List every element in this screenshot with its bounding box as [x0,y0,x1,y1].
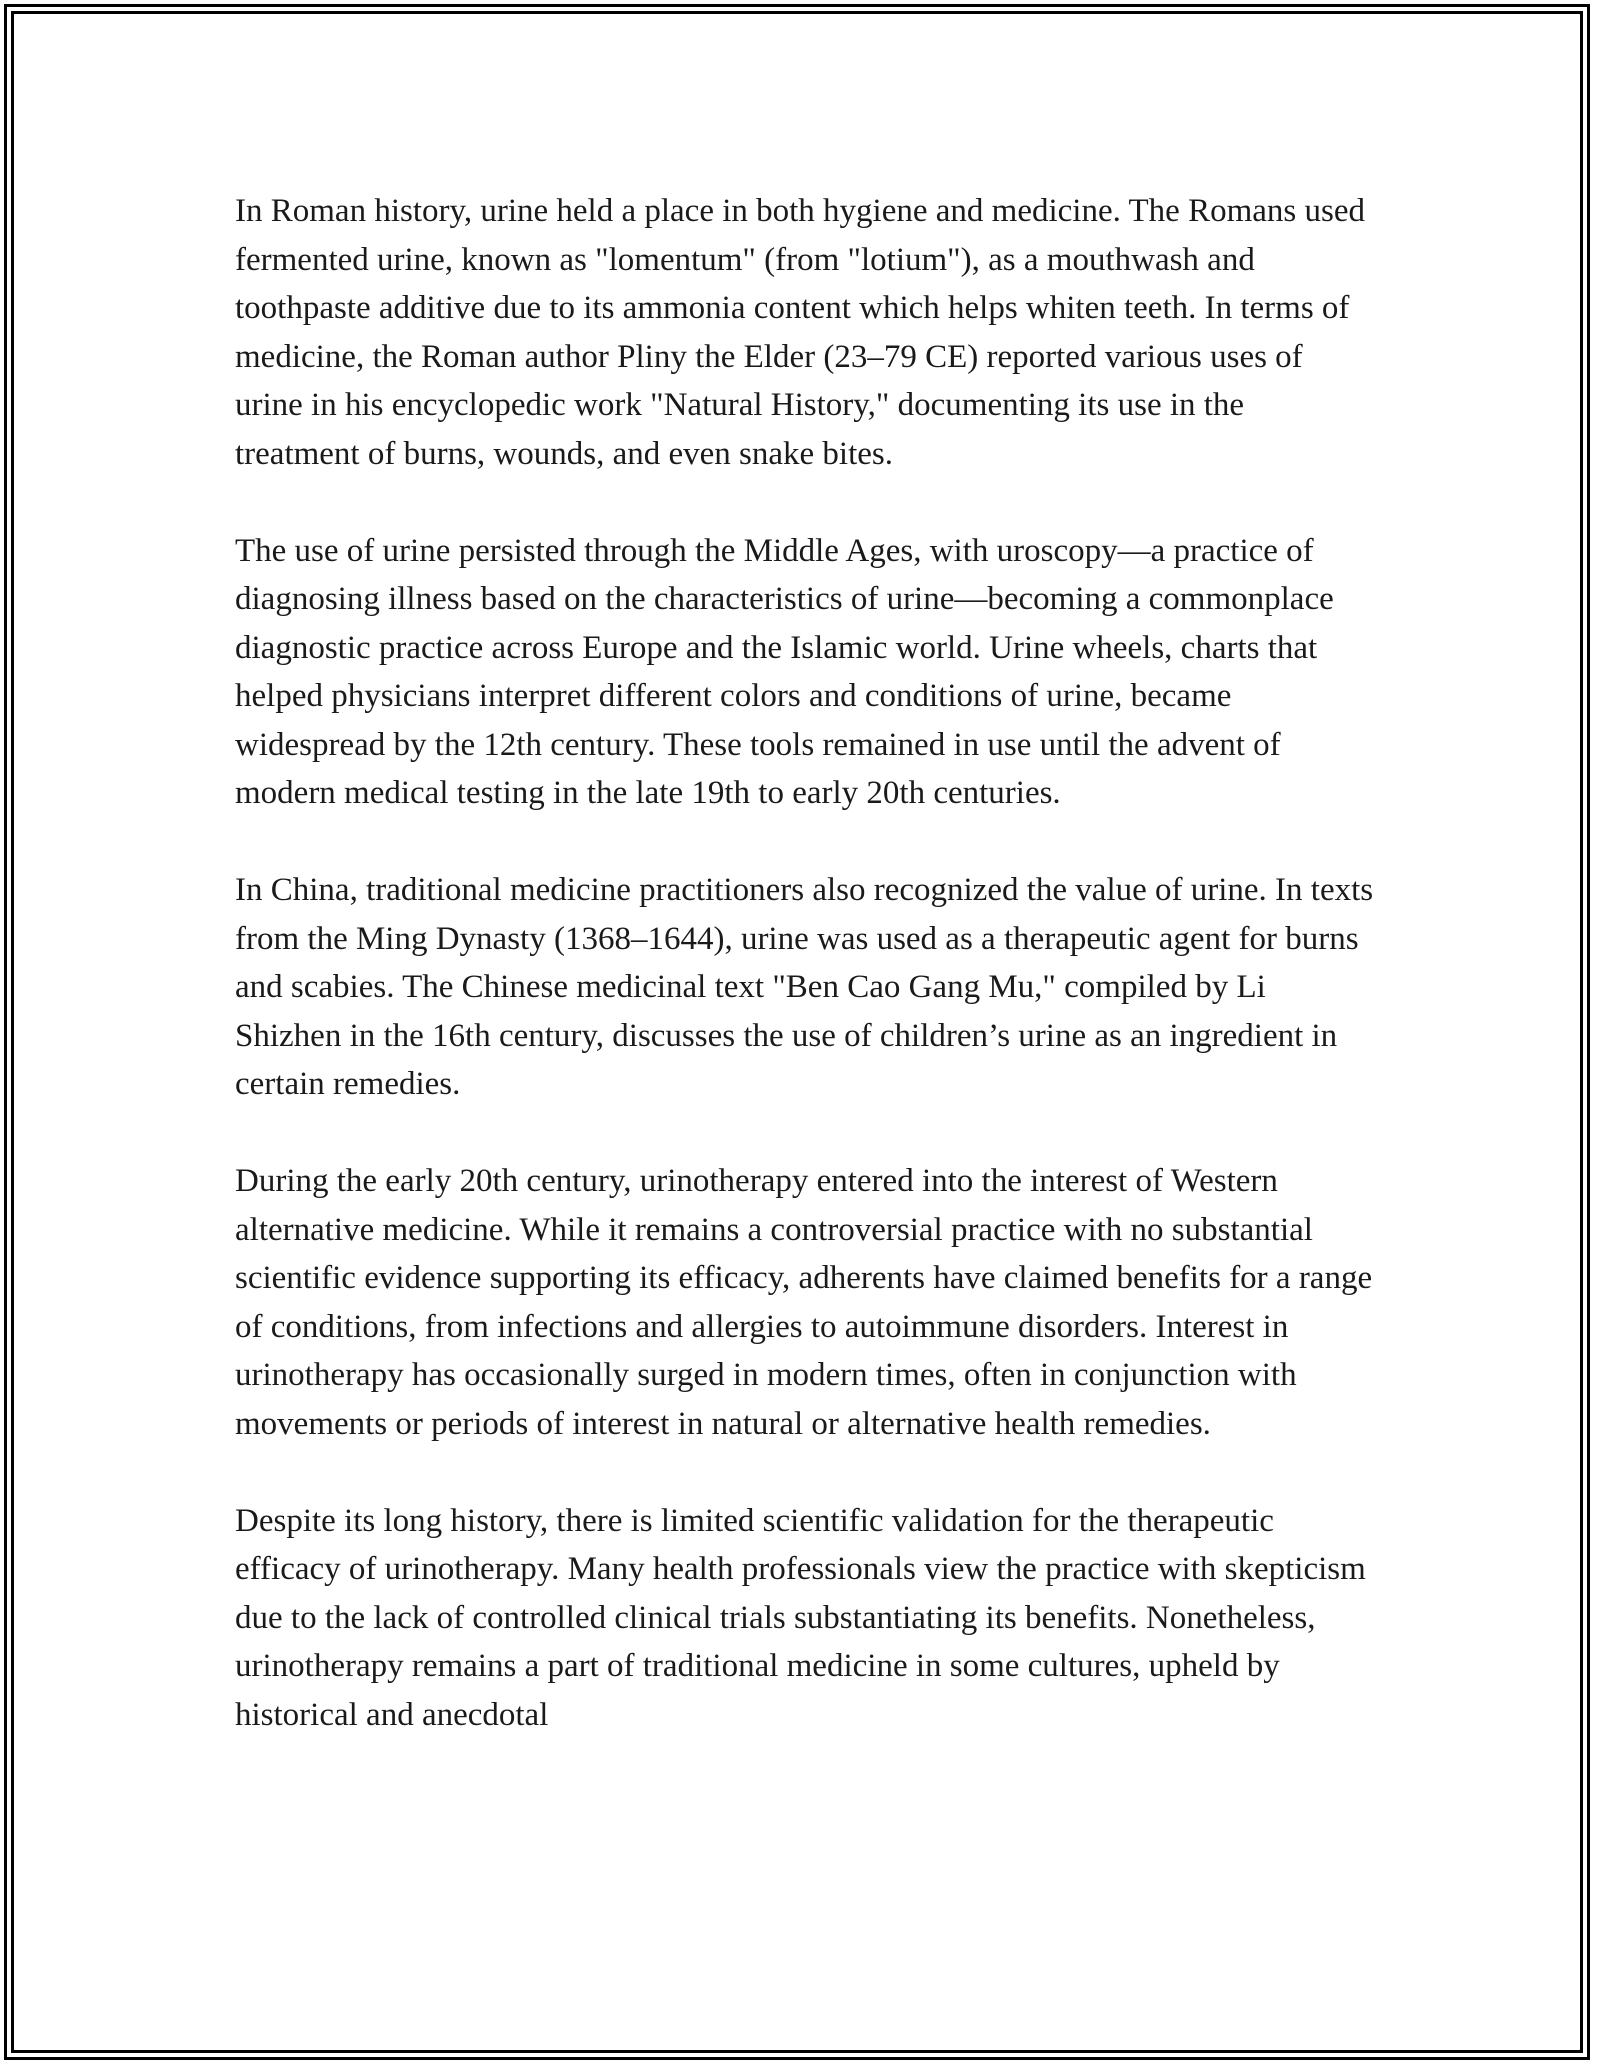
paragraph-20th-century: During the early 20th century, urinotherapy entered into the interest of Western alternative medicine. While it remains a controversial practice with no substantial scientific evidence supporting its efficacy, adherents have claimed benefits for a range of conditions, from infections and allergies to autoimmune disorders. Interest in urinotherapy has occasionally surged in modern times, often in conjunction with movements or periods of interest in natural or alternative health remedies. [235,1163,1373,1442]
paragraph-middle-ages: The use of urine persisted through the Middle Ages, with uroscopy—a practice of diagnosing illness based on the characteristics of urine—becoming a commonplace diagnostic practice across Europe and the Islamic world. Urine wheels, charts that helped physicians interpret different colors and conditions of urine, became widespread by the 12th century. These tools remained in use until the advent of modern medical testing in the late 19th to early 20th centuries. [235,532,1334,811]
paragraph-china: In China, traditional medicine practitioners also recognized the value of urine. In texts from the Ming Dynasty (1368–1644), urine was used as a therapeutic agent for burns and scabies. The Chinese medicinal text "Ben Cao Gang Mu," compiled by Li Shizhen in the 16th century, discusses the use of children’s urine as an ingredient in certain remedies. [235,872,1374,1102]
paragraph-scientific-validation: Despite its long history, there is limited scientific validation for the therapeutic efficacy of urinotherapy. Many health professionals view the practice with skepticism due to the lack of controlled clinical trials substantiating its benefits. Nonetheless, urinotherapy remains a part of traditional medicine in some cultures, upheld by historical and anecdotal [235,1502,1366,1733]
document-body [235,187,1375,1788]
paragraph-roman-history: In Roman history, urine held a place in both hygiene and medicine. The Romans used fermented urine, known as "lomentum" (from "lotium"), as a mouthwash and toothpaste additive due to its ammonia content which helps whiten teeth. In terms of medicine, the Roman author Pliny the Elder (23–79 CE) reported various uses of urine in his encyclopedic work "Natural History," documenting its use in the treatment of burns, wounds, and even snake bites. [235,193,1365,472]
